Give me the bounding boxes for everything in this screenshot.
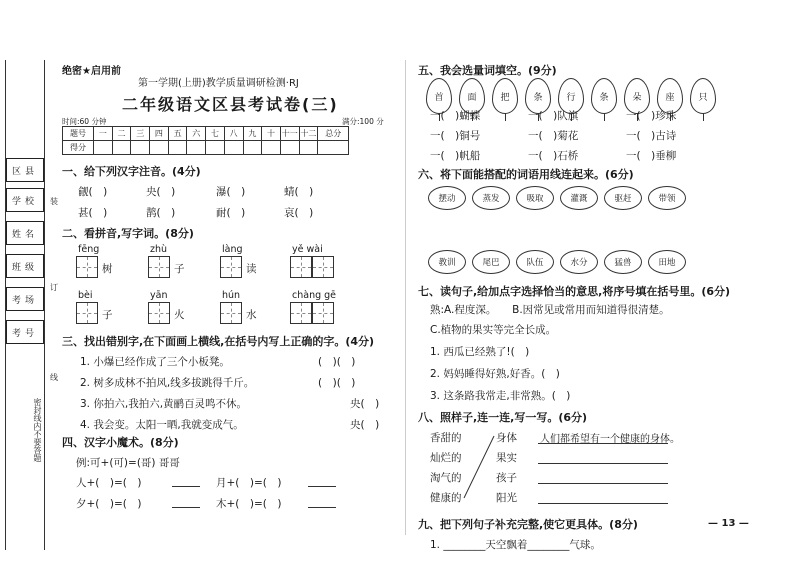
pinyin-label: làng — [222, 244, 243, 255]
s7-item: 1. 西瓜已经熟了!( ) — [430, 346, 530, 358]
s8-left: 健康的 — [430, 492, 462, 504]
score-cell — [262, 141, 281, 155]
score-header-cell: 二 — [112, 127, 131, 141]
secret-label: 绝密★启用前 — [62, 66, 121, 77]
writing-grid[interactable] — [220, 302, 242, 324]
score-cell — [150, 141, 169, 155]
score-cell: 得分 — [63, 141, 94, 155]
score-cell — [299, 141, 318, 155]
full-score: 满分:100 分 — [342, 117, 384, 126]
word-oval[interactable]: 驱赶 — [604, 186, 642, 210]
s1-item: 觎( ) — [78, 186, 108, 198]
field-name: 姓名 — [6, 221, 44, 245]
subtitle: 第一学期(上册)教学质量调研检测·RJ — [138, 78, 299, 89]
s7-item: 2. 妈妈睡得好熟,好香。( ) — [430, 368, 560, 380]
field-district: 区县 — [6, 158, 44, 182]
word-oval[interactable]: 摆动 — [428, 186, 466, 210]
writing-grid[interactable] — [290, 302, 312, 324]
s4-item: 人+( )=( ) — [76, 477, 142, 489]
pinyin-label: hún — [222, 290, 241, 301]
section-7-title: 七、读句子,给加点字选择恰当的意思,将序号填在括号里。(6分) — [418, 285, 731, 298]
score-header-cell: 题号 — [63, 127, 94, 141]
word-oval[interactable]: 水分 — [560, 250, 598, 274]
word-oval[interactable]: 尾巴 — [472, 250, 510, 274]
section-4-title: 四、汉字小魔术。(8分) — [62, 436, 179, 449]
score-cell — [224, 141, 243, 155]
pinyin-label: fēng — [78, 244, 100, 255]
s1-item: 甚( ) — [78, 207, 108, 219]
s9-item: 1. ________天空飘着________气球。 — [430, 539, 601, 551]
s4-item: 木+( )=( ) — [216, 498, 282, 510]
s3-answer-brackets: ( )( ) — [318, 377, 356, 389]
seal-warning: 密封线内不要答题 — [33, 398, 42, 462]
page-divider — [405, 60, 406, 535]
s3-answer-brackets: ( )( ) — [318, 356, 356, 368]
measure-word-leaf: 条 — [591, 78, 617, 114]
score-header-cell: 四 — [150, 127, 169, 141]
given-char: 水 — [246, 309, 257, 321]
writing-grid[interactable] — [148, 256, 170, 278]
score-table — [62, 126, 349, 155]
bind-mark: 装 — [50, 197, 58, 206]
s1-item: 央( ) — [146, 186, 176, 198]
s7-item: 3. 这条路我常走,非常熟。( ) — [430, 390, 571, 402]
score-header-cell: 九 — [243, 127, 262, 141]
s8-left: 淘气的 — [430, 472, 462, 484]
s8-right: 阳光 — [496, 492, 517, 504]
score-header-cell: 七 — [206, 127, 225, 141]
score-cell — [131, 141, 150, 155]
s3-item: 3. 你拍六,我拍六,黄鹂百灵鸣不休。 — [80, 398, 248, 410]
answer-line — [538, 483, 668, 484]
s8-example: 人们都希望有一个健康的身体。 — [540, 434, 680, 445]
s7-def1: 熟:A.程度深。 B.因常见或常用而知道得很清楚。 — [430, 304, 670, 316]
score-header-cell: 十一 — [280, 127, 299, 141]
word-oval[interactable]: 教训 — [428, 250, 466, 274]
answer-line — [538, 463, 668, 464]
word-oval[interactable]: 队伍 — [516, 250, 554, 274]
writing-grid[interactable] — [220, 256, 242, 278]
answer-line — [308, 486, 336, 487]
s5-item: 一( )菊花 — [528, 130, 579, 142]
word-oval[interactable]: 猛兽 — [604, 250, 642, 274]
s8-left: 灿烂的 — [430, 452, 462, 464]
score-cell — [187, 141, 206, 155]
measure-word-leaf: 把 — [492, 78, 518, 114]
section-6-title: 六、将下面能搭配的词语用线连起来。(6分) — [418, 168, 634, 181]
writing-grid[interactable] — [76, 256, 98, 278]
s3-answer-brackets: 央( ) — [350, 419, 380, 431]
score-header-cell: 十 — [262, 127, 281, 141]
field-exam-number: 考号 — [6, 320, 44, 344]
measure-word-leaf: 条 — [525, 78, 551, 114]
writing-grid[interactable] — [312, 302, 334, 324]
s3-item: 2. 树多成林不拍风,线多拔跳得千斤。 — [80, 377, 255, 389]
score-header-cell: 六 — [187, 127, 206, 141]
field-exam-room: 考场 — [6, 287, 44, 311]
measure-word-leaf: 行 — [558, 78, 584, 114]
score-cell — [318, 141, 349, 155]
s5-item: 一( )石桥 — [528, 150, 579, 162]
score-header-cell: 十二 — [299, 127, 318, 141]
score-cell — [112, 141, 131, 155]
s3-item: 1. 小爆已经作成了三个小板凳。 — [80, 356, 230, 368]
writing-grid[interactable] — [312, 256, 334, 278]
score-cell — [206, 141, 225, 155]
answer-line — [172, 486, 200, 487]
writing-grid[interactable] — [148, 302, 170, 324]
measure-word-leaf: 座 — [657, 78, 683, 114]
s4-example: 例:可+(可)=(哥) 哥哥 — [76, 457, 180, 469]
score-header-cell: 一 — [94, 127, 113, 141]
measure-word-leaf: 只 — [690, 78, 716, 114]
pinyin-label: chàng gē — [292, 290, 337, 301]
score-cell — [243, 141, 262, 155]
field-class: 班级 — [6, 254, 44, 278]
word-oval[interactable]: 灌溉 — [560, 186, 598, 210]
score-cell — [280, 141, 299, 155]
measure-word-leaf: 面 — [459, 78, 485, 114]
section-2-title: 二、看拼音,写字词。(8分) — [62, 227, 194, 240]
pinyin-label: zhù — [150, 244, 168, 255]
page-title: 二年级语文区县考试卷(三) — [122, 95, 339, 114]
measure-word-leaf: 朵 — [624, 78, 650, 114]
s8-right: 身体 — [496, 432, 517, 444]
s8-right: 孩子 — [496, 472, 517, 484]
field-school: 学校 — [6, 188, 44, 212]
given-char: 子 — [174, 263, 185, 275]
word-oval[interactable]: 蒸发 — [472, 186, 510, 210]
section-8-title: 八、照样子,连一连,写一写。(6分) — [418, 411, 588, 424]
pinyin-label: yān — [150, 290, 168, 301]
s5-item: 一( )铜号 — [430, 130, 481, 142]
score-header-cell: 三 — [131, 127, 150, 141]
pinyin-label: yě wài — [292, 244, 323, 255]
s5-item: 一( )古诗 — [626, 130, 677, 142]
bind-mark: 线 — [50, 373, 58, 382]
measure-word-leaf: 首 — [426, 78, 452, 114]
s1-item: 耐( ) — [216, 207, 246, 219]
writing-grid[interactable] — [290, 256, 312, 278]
given-char: 读 — [246, 263, 257, 275]
s8-right: 果实 — [496, 452, 517, 464]
given-char: 树 — [102, 263, 113, 275]
pinyin-label: bèi — [78, 290, 93, 301]
score-cell — [94, 141, 113, 155]
s5-item: 一( )帆船 — [430, 150, 481, 162]
word-oval[interactable]: 吸取 — [516, 186, 554, 210]
score-header-cell: 总分 — [318, 127, 349, 141]
answer-line — [308, 507, 336, 508]
answer-line — [538, 503, 668, 504]
s1-item: 哀( ) — [284, 207, 314, 219]
answer-line — [538, 443, 668, 444]
s5-item: 一( )蝴蝶 — [430, 110, 481, 122]
section-9-title: 九、把下列句子补充完整,使它更具体。(8分) — [418, 518, 638, 531]
s5-item: 一( )珍珠 — [626, 110, 677, 122]
s4-item: 月+( )=( ) — [216, 477, 282, 489]
score-header-cell: 五 — [168, 127, 187, 141]
answer-line — [172, 507, 200, 508]
section-5-title: 五、我会选量词填空。(9分) — [418, 64, 557, 77]
given-char: 子 — [102, 309, 113, 321]
s3-answer-brackets: 央( ) — [350, 398, 380, 410]
given-char: 火 — [174, 309, 185, 321]
s3-item: 4. 我会变。太阳一晒,我就变成气。 — [80, 419, 244, 431]
binding-line — [44, 60, 45, 550]
score-cell — [168, 141, 187, 155]
s1-item: 蜻( ) — [284, 186, 314, 198]
s5-item: 一( )垂柳 — [626, 150, 677, 162]
word-oval[interactable]: 田地 — [648, 250, 686, 274]
s8-example-line — [462, 432, 496, 504]
word-oval[interactable]: 带领 — [648, 186, 686, 210]
s1-item: 瀑( ) — [216, 186, 246, 198]
bind-mark: 订 — [50, 283, 58, 292]
time-limit: 时间:60 分钟 — [62, 117, 107, 126]
score-header-cell: 八 — [224, 127, 243, 141]
s1-item: 鹊( ) — [146, 207, 176, 219]
s4-item: 夕+( )=( ) — [76, 498, 142, 510]
s5-item: 一( )队旗 — [528, 110, 579, 122]
s8-left: 香甜的 — [430, 432, 462, 444]
s7-def2: C.植物的果实等完全长成。 — [430, 324, 557, 336]
page-number: — 13 — — [708, 518, 749, 529]
writing-grid[interactable] — [76, 302, 98, 324]
section-1-title: 一、给下列汉字注音。(4分) — [62, 165, 201, 178]
section-3-title: 三、找出错别字,在下面画上横线,在括号内写上正确的字。(4分) — [62, 335, 375, 348]
